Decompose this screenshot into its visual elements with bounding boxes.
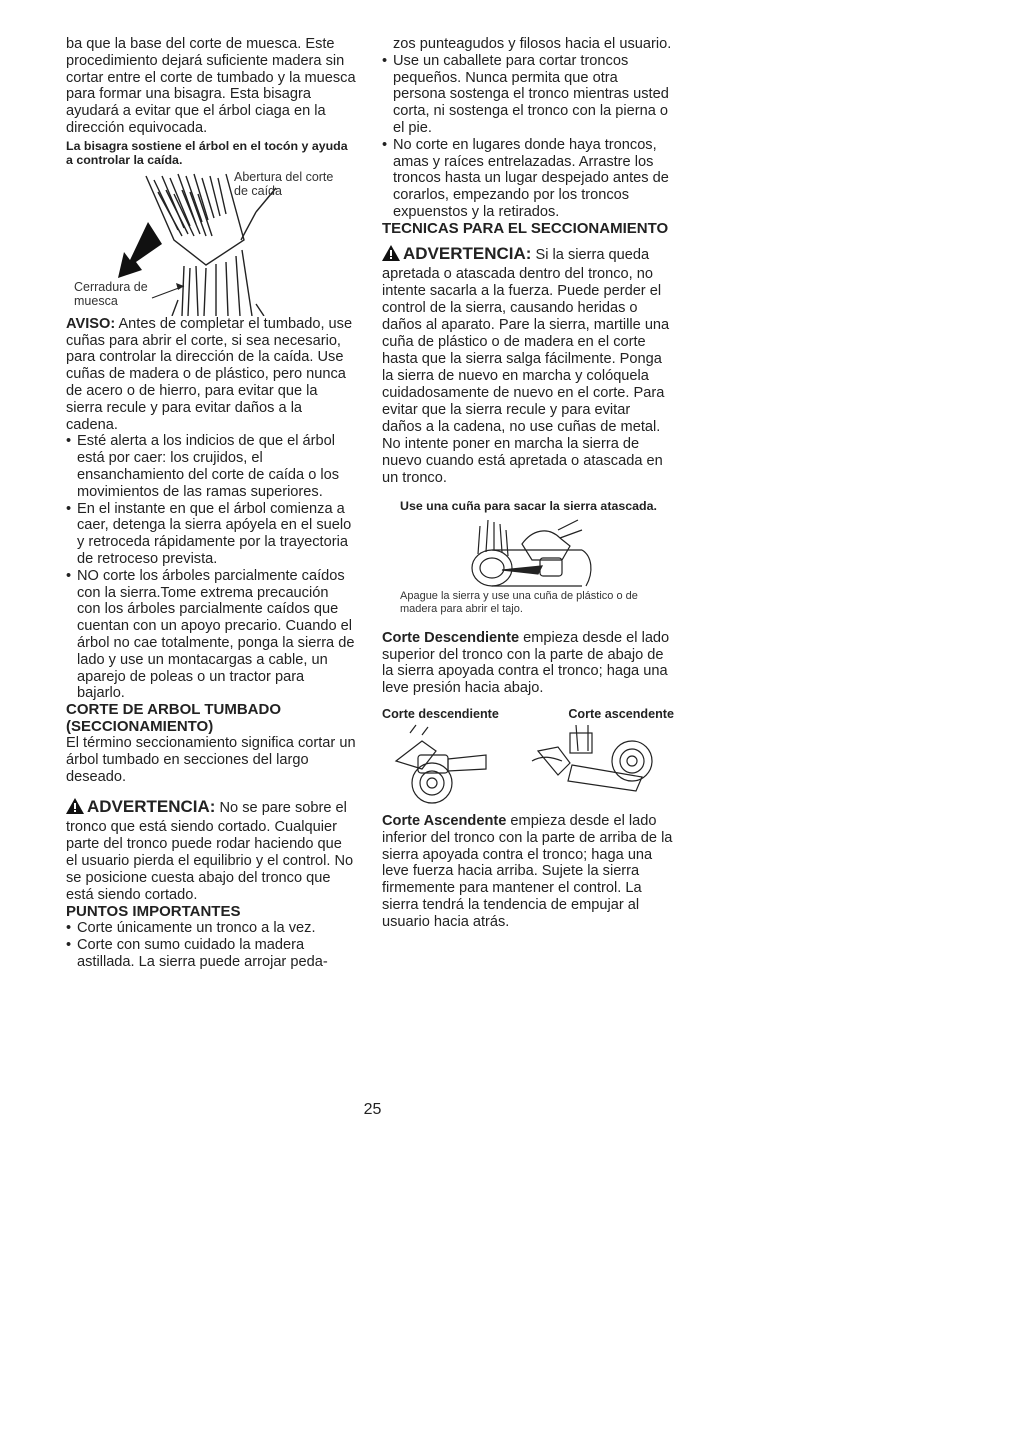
list-item: • NO corte los árboles parcialmente caídos con la sierra.Tome extrema precaución con los árboles parcialmente caídos que cuentan con un apoyo precario. Cuando el árbol no cae totalmente, ponga la sierra de lado y use un montacargas a cable, un aparejo de poleas o un tractor para bajarlo. — [66, 568, 356, 702]
underbuck-paragraph — [382, 813, 674, 931]
list-item: • En el instante en que el árbol comienza a caer, detenga la sierra apóyela en el suelo y retroceda rápidamente por la trayectoria de retroceso prevista. — [66, 501, 356, 568]
overbuck-lead: Corte Descendiente — [382, 629, 520, 646]
warning-triangle-icon — [66, 798, 84, 819]
notch-label: Cerradura de muesca — [74, 279, 148, 308]
page-number: 25 — [363, 1101, 382, 1118]
warning-text-right: Si la sierra queda apretada o atascada dentro del tronco, no intente sacarla a la fuerza. Puede perder el control de la sierra, causando heridas o daños al aparato. Pare la sierra, martille una cuña de plástico o de madera en el corte hasta que la sierra salga fácilmente. Ponga la sierra de nuevo en marcha y colóquela cuidadosamente de nuevo en el corte. Para evitar que la sierra recule y para evitar daños a la cadena, no use cuñas de metal. No intente poner en marcha la sierra de nuevo cuando está apretada o atascada en un tronco. — [382, 247, 670, 487]
list-item: • No corte en lugares donde haya troncos, amas y raíces entrelazadas. Arrastre los troncos hasta un lugar despejado antes de corarlos, empezando por los troncos expuenstos y la retirados. — [382, 137, 674, 221]
left-column — [66, 36, 356, 970]
techniques-heading: TECNICAS PARA EL SECCIONAMIENTO — [382, 219, 669, 237]
felling-bullet-list — [66, 433, 356, 702]
bucking-paragraph: El término seccionamiento significa cortar un árbol tumbado en secciones del largo deseado. — [66, 735, 356, 785]
felling-cut-label: Abertura del corte de caída — [234, 169, 334, 198]
intro-paragraph: ba que la base del corte de muesca. Este procedimiento dejará suficiente madera sin cortar entre el corte de tumbado y la muesca para formar una bisagra. Esta bisagra ayudará a evitar que el árbol ciaga en la dirección equivocada. — [66, 36, 356, 136]
important-points-heading: PUNTOS IMPORTANTES — [66, 902, 241, 920]
overbuck-underbuck-illustration — [382, 721, 674, 813]
aviso-paragraph — [66, 316, 356, 434]
underbuck-lead: Corte Ascendente — [382, 812, 507, 829]
overbuck-text: empieza desde el lado superior del tronco con la parte de abajo de la sierra apoyada contra el tronco; haga una leve presión hacia abajo. — [382, 629, 670, 697]
buck-cuts-figure — [382, 721, 674, 813]
wedge-subcaption: Apague la sierra y use una cuña de plástico o de madera para abrir el tajo. — [400, 589, 638, 615]
list-item: • Corte únicamente un tronco a la vez. — [66, 920, 356, 937]
felling-notch-figure — [66, 170, 356, 316]
list-item: • Esté alerta a los indicios de que el árbol está por caer: los crujidos, el ensanchamiento del corte de caída o los movimientos de las ramas superiores. — [66, 433, 356, 500]
bucking-heading: CORTE DE ARBOL TUMBADO (SECCIONAMIENTO) — [66, 701, 281, 735]
list-item: • Use un caballete para cortar troncos pequeños. Nunca permita que otra persona sostenga el tronco mientras usted corta, ni sostenga el tronco con la pierna o el pie. — [382, 53, 674, 137]
overbuck-paragraph — [382, 630, 674, 697]
hinge-caption: La bisagra sostiene el árbol en el tocón y ayuda a controlar la caída. — [66, 138, 348, 168]
overbuck-figure-label: Corte descendiente — [382, 706, 499, 721]
underbuck-figure-label: Corte ascendente — [568, 706, 674, 721]
stuck-saw-wedge-illustration — [382, 516, 674, 590]
warning-text-left: No se pare sobre el tronco que está siendo cortado. Cualquier parte del tronco puede rodar haciendo que el usuario pierda el equilibrio y el control. No se posicione cuesta abajo del tronco que está siendo cortado. — [66, 799, 354, 903]
aviso-lead: AVISO: — [66, 315, 116, 332]
wedge-figure — [382, 516, 674, 590]
warning-title-left: ADVERTENCIA: — [87, 796, 216, 816]
list-item: • Corte con sumo cuidado la madera astillada. La sierra puede arrojar peda- — [66, 937, 356, 971]
bucking-bullet-list — [382, 53, 674, 221]
warning-paragraph-left — [66, 798, 356, 904]
underbuck-text: empieza desde el lado inferior del tronco con la parte de arriba de la sierra apoyada contra el tronco; haga una leve fuerza hacia arriba. Sujete la sierra firmemente para mantener el control. La sierra tendrá la tendencia de empujar al usuario hacia atrás. — [382, 812, 673, 930]
warning-paragraph-right — [382, 245, 674, 487]
continuation-paragraph: zos punteagudos y filosos hacia el usuario. — [393, 36, 672, 52]
right-column — [382, 36, 674, 931]
aviso-text: Antes de completar el tumbado, use cuñas para abrir el corte, si sea necesario, para controlar la dirección de la caída. Use cuñas de madera o de plástico, pero nunca de acero o de hierro, para evitar que la sierra recule y para evitar daños a la cadena. — [66, 315, 353, 433]
buck-figure-labels — [382, 707, 674, 721]
wedge-caption: Use una cuña para sacar la sierra atascada. — [400, 499, 657, 514]
fall-direction-arrow-icon — [118, 222, 162, 278]
important-points-list — [66, 920, 356, 970]
warning-title-right: ADVERTENCIA: — [403, 244, 532, 264]
warning-triangle-icon — [382, 245, 400, 266]
